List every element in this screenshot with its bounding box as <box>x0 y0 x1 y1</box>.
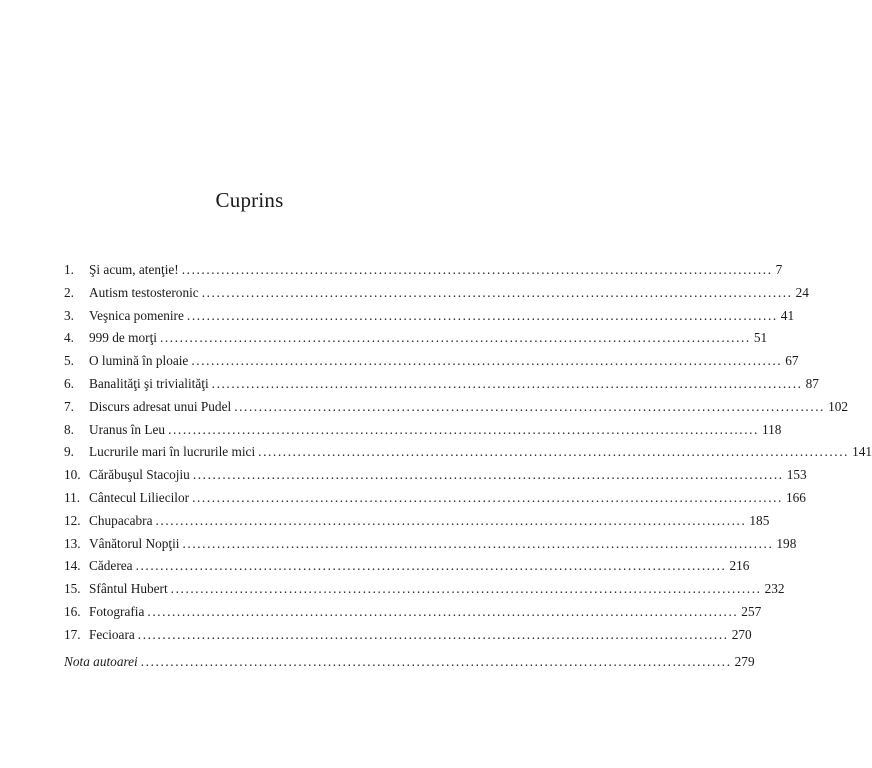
toc-entry-page: 67 <box>785 353 799 369</box>
toc-entry-page: 198 <box>776 535 797 551</box>
toc-entry-title: Sfântul Hubert <box>89 581 168 597</box>
toc-entry-2 <box>64 282 809 305</box>
toc-entry-title: Chupacabra <box>89 512 153 528</box>
toc-entry-number: 17. <box>64 626 81 642</box>
toc-entry-12 <box>64 510 770 533</box>
dot-leader: ........................................................................................................................ <box>182 535 774 551</box>
toc-entry-title: Căderea <box>89 558 133 574</box>
toc-entry-7 <box>64 396 849 419</box>
toc-entry-page: 153 <box>786 467 807 483</box>
toc-entry-number: 6. <box>64 375 74 391</box>
toc-entry-number: 11. <box>64 489 81 505</box>
toc-entry-17 <box>64 624 752 647</box>
toc-entry-page: 232 <box>764 581 785 597</box>
toc-entry-number: 16. <box>64 603 81 619</box>
dot-leader: ........................................................................................................................ <box>155 512 747 528</box>
toc-entry-page: 51 <box>753 330 768 346</box>
toc-entry-title: Fotografia <box>89 603 145 619</box>
dot-leader: ........................................................................................................................ <box>140 653 732 669</box>
dot-leader: ........................................................................................................................ <box>170 581 762 597</box>
toc-entry-15 <box>64 578 785 601</box>
toc-entry-number: 3. <box>64 307 74 323</box>
toc-entry-6 <box>64 373 819 396</box>
toc-entry-page: 41 <box>780 307 795 323</box>
toc-entry-title: 999 de morţi <box>89 330 157 346</box>
dot-leader: ........................................................................................................................ <box>192 467 784 483</box>
dot-leader: ........................................................................................................................ <box>135 558 727 574</box>
toc-entry-page: 166 <box>785 489 806 505</box>
toc-entry-title: Lucrurile mari în lucrurile mici <box>89 444 256 460</box>
toc-entry-4 <box>64 327 768 350</box>
toc-entry-page: 270 <box>731 626 752 642</box>
toc-entry-page: 7 <box>775 262 783 277</box>
toc-entry-14 <box>64 555 750 578</box>
toc-entry-9 <box>64 441 872 464</box>
dot-leader: ........................................................................................................................ <box>192 489 783 505</box>
toc-entry-title: Vânătorul Nopţii <box>89 535 180 551</box>
toc-entry-16 <box>64 601 762 624</box>
toc-entry-number: 12. <box>64 512 81 528</box>
toc-entry-page: 257 <box>741 603 762 619</box>
toc-entry-page: 141 <box>852 444 872 460</box>
toc-entry-title: Autism testosteronic <box>89 284 199 300</box>
toc-entry-title: Discurs adresat unui Pudel <box>89 398 232 414</box>
toc-entry-title: Nota autoarei <box>64 653 138 669</box>
toc-entry-title: O lumină în ploaie <box>89 353 189 369</box>
toc-entry-title: Veşnica pomenire <box>89 307 184 323</box>
toc-entry-number: 9. <box>64 444 74 460</box>
toc-entry-1 <box>64 259 783 282</box>
toc-entry-page: 279 <box>734 653 755 669</box>
toc-entry-11 <box>64 487 806 510</box>
toc-entry-number: 2. <box>64 284 74 300</box>
table-of-contents <box>64 259 872 673</box>
toc-entry-page: 185 <box>749 512 770 528</box>
toc-entry-page: 102 <box>828 398 849 414</box>
toc-entry-13 <box>64 533 797 556</box>
toc-entry-number: 7. <box>64 398 74 414</box>
dot-leader: ........................................................................................................................ <box>137 626 729 642</box>
dot-leader: ........................................................................................................................ <box>201 284 793 300</box>
toc-entry-page: 216 <box>729 558 750 574</box>
toc-entry-title: Şi acum, atenţie! <box>89 262 179 277</box>
dot-leader: ........................................................................................................................ <box>168 421 759 437</box>
toc-entry-number: 15. <box>64 581 81 597</box>
dot-leader: ........................................................................................................................ <box>191 353 783 369</box>
toc-entry-title: Fecioara <box>89 626 135 642</box>
toc-entry-8 <box>64 419 782 442</box>
toc-entry-page: 118 <box>761 421 782 437</box>
toc-entry-3 <box>64 305 795 328</box>
page-title: Cuprins <box>215 188 284 212</box>
toc-entry-number: 13. <box>64 535 81 551</box>
dot-leader: ........................................................................................................................ <box>159 330 751 346</box>
toc-entry-number: 4. <box>64 330 74 346</box>
toc-entry-number: 10. <box>64 467 81 483</box>
toc-entry-page: 87 <box>805 375 819 391</box>
dot-leader: ........................................................................................................................ <box>234 398 826 414</box>
toc-entry-5 <box>64 350 799 373</box>
toc-entry-title: Uranus în Leu <box>89 421 166 437</box>
toc-entry-author-note <box>64 651 755 674</box>
dot-leader: ........................................................................................................................ <box>258 444 850 460</box>
dot-leader: ........................................................................................................................ <box>211 375 803 391</box>
toc-entry-number: 14. <box>64 558 81 574</box>
toc-entry-title: Cântecul Liliecilor <box>89 489 190 505</box>
dot-leader: ........................................................................................................................ <box>147 603 739 619</box>
toc-entry-number: 5. <box>64 353 74 369</box>
toc-entry-title: Cărăbuşul Stacojiu <box>89 467 190 483</box>
toc-entry-title: Banalităţi şi trivialităţi <box>89 375 209 391</box>
toc-entry-number: 1. <box>64 262 74 277</box>
dot-leader: ........................................................................................................................ <box>186 307 778 323</box>
toc-entry-10 <box>64 464 807 487</box>
dot-leader: ........................................................................................................................ <box>181 262 773 277</box>
toc-entry-page: 24 <box>795 284 809 300</box>
toc-entry-number: 8. <box>64 421 74 437</box>
